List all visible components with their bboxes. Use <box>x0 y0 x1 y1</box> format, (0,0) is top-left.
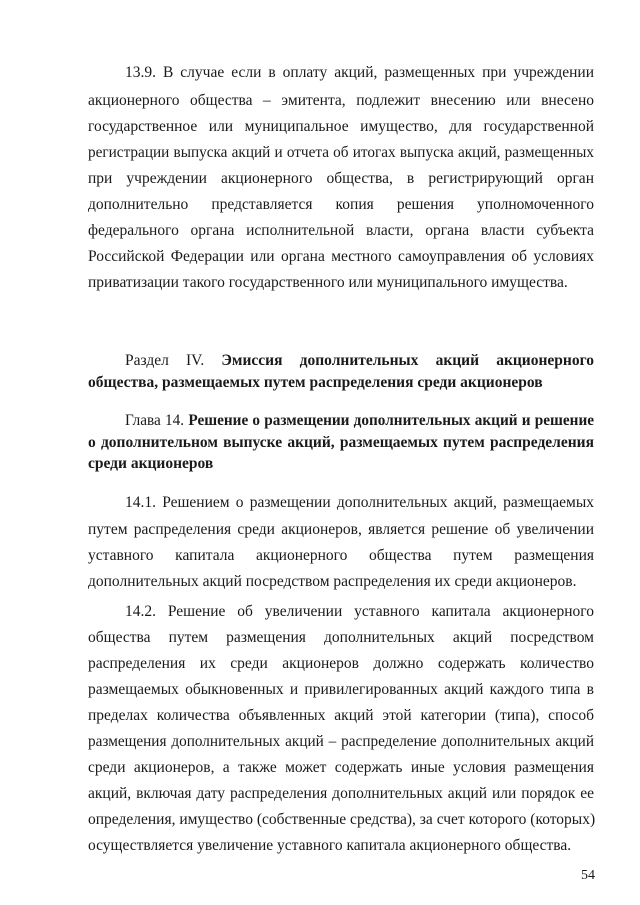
para-13-9-line: государственное или муниципальное имущество, для государственной <box>88 118 594 135</box>
para-14-2-line: 14.2. Решение об увеличении уставного капитала акционерного <box>125 603 594 620</box>
para-14-2-line: осуществляется увеличение уставного капитала акционерного общества. <box>88 837 572 854</box>
para-14-2-line: распределения их среди акционеров должно содержать количество <box>88 655 594 672</box>
para-13-9-line: федерального органа исполнительной власти, органа власти субъекта <box>88 222 594 239</box>
para-14-2-line: размещаемых обыкновенных и привилегированных акций каждого типа в <box>88 681 594 698</box>
chapter-title-third: среди акционеров <box>88 455 214 472</box>
chapter-heading <box>125 411 594 431</box>
page-number: 54 <box>581 868 595 883</box>
para-14-2-line: среди акционеров, а также может содержать иные условия размещения <box>88 759 594 776</box>
section-heading <box>125 351 594 371</box>
para-13-9-line: 13.9. В случае если в оплату акций, размещенных при учреждении <box>125 64 594 81</box>
para-14-2-line: акций, включая дату распределения дополнительных акций или порядок ее <box>88 785 594 802</box>
chapter-title-first: Решение о размещении дополнительных акций и решение <box>188 412 595 429</box>
chapter-prefix: Глава 14. <box>125 412 185 429</box>
section-prefix: Раздел IV. <box>125 352 205 369</box>
para-13-9-line: приватизации такого государственного или муниципального имущества. <box>88 274 568 291</box>
para-14-1-line: дополнительных акций посредством распределения их среди акционеров. <box>88 573 577 590</box>
para-13-9-line: дополнительно представляется копия решения уполномоченного <box>88 196 594 213</box>
para-14-1-line: 14.1. Решением о размещении дополнительных акций, размещаемых <box>125 494 594 511</box>
section-title-first: Эмиссия дополнительных акций акционерного <box>221 352 594 369</box>
para-13-9-line: при учреждении акционерного общества, в регистрирующий орган <box>88 170 594 187</box>
para-13-9-line: Российской Федерации или органа местного самоуправления об условиях <box>88 248 594 265</box>
para-14-1-line: уставного капитала акционерного общества путем размещения <box>88 547 594 564</box>
para-14-2-line: размещения дополнительных акций – распределение дополнительных акций <box>88 733 594 750</box>
section-title-second: общества, размещаемых путем распределения среди акционеров <box>88 374 543 391</box>
para-14-2-line: общества путем размещения дополнительных акций посредством <box>88 629 594 646</box>
para-14-2-line: пределах количества объявленных акций этой категории (типа), способ <box>88 707 594 724</box>
para-13-9-line: регистрации выпуска акций и отчета об итогах выпуска акций, размещенных <box>88 144 594 161</box>
para-13-9-line: акционерного общества – эмитента, подлежит внесению или внесено <box>88 92 594 109</box>
chapter-title-second: о дополнительном выпуске акций, размещаемых путем распределения <box>88 434 594 451</box>
para-14-2-line: определения, имущество (собственные средства), за счет которого (которых) <box>88 811 596 828</box>
para-14-1-line: путем распределения среди акционеров, является решение об увеличении <box>88 521 594 538</box>
